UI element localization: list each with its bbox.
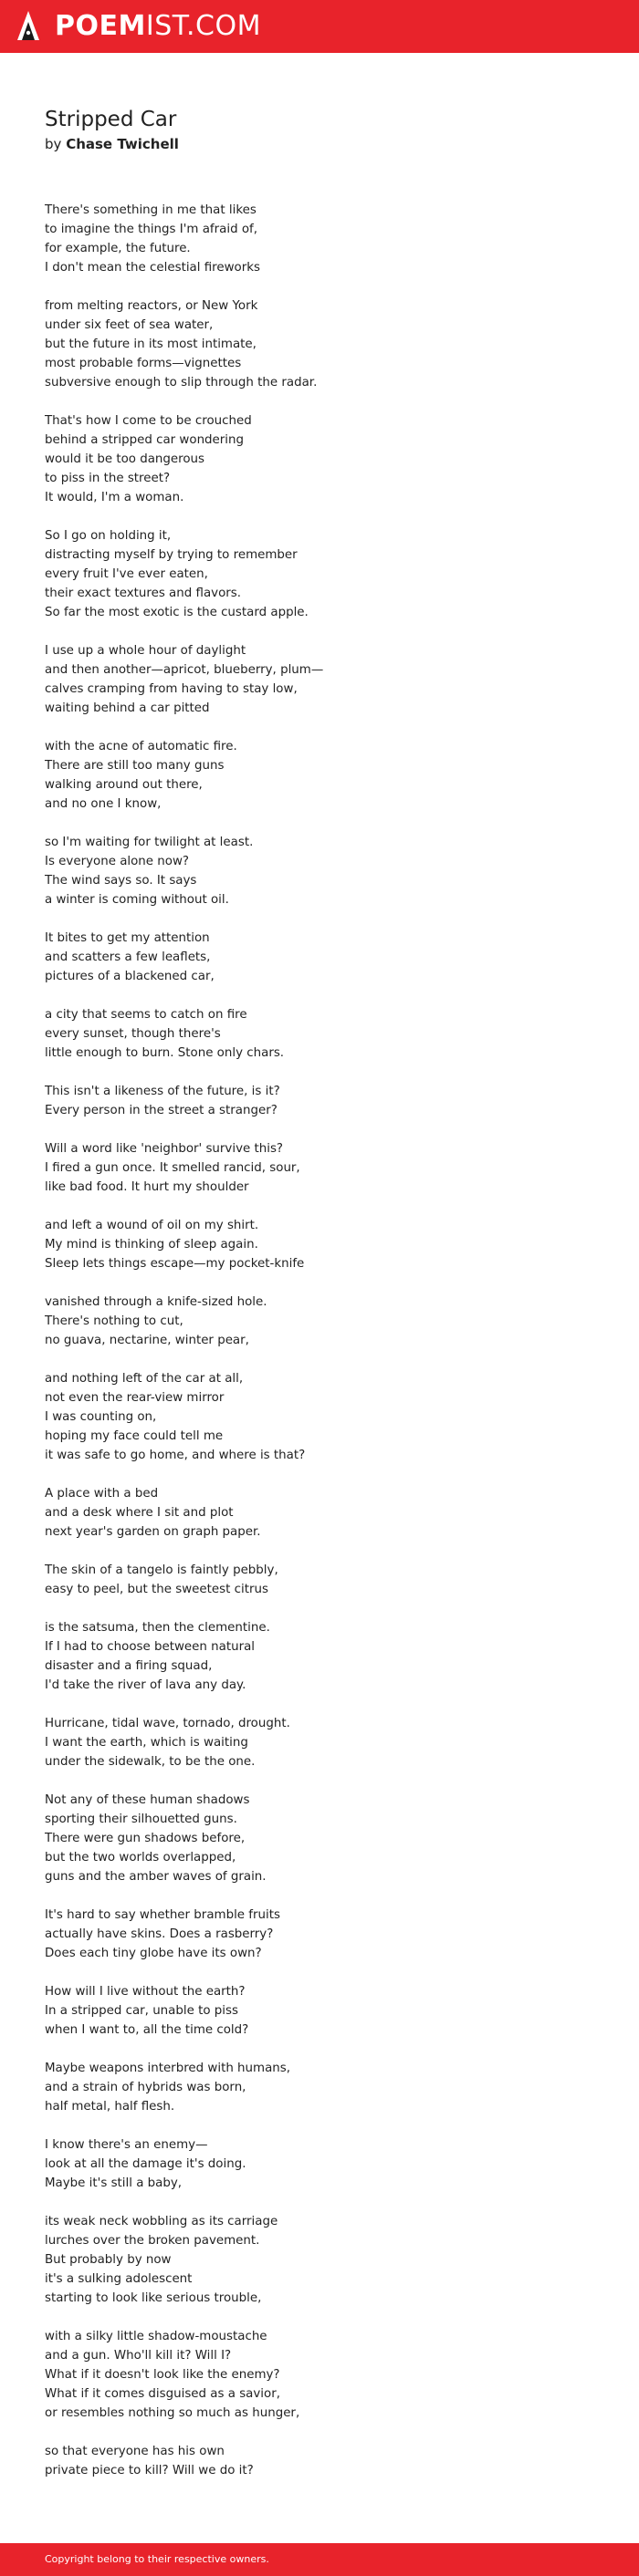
poem-line: so I'm waiting for twilight at least. [45,836,254,849]
poem-line: So I go on holding it, [45,529,172,543]
stanza [45,1982,611,2040]
byline [45,136,179,152]
poem-line: So far the most exotic is the custard apple. [45,606,309,619]
poem-line: There's something in me that likes [45,203,257,217]
poem-line: It would, I'm a woman. [45,491,184,504]
stanza [45,1714,611,1771]
poem-line: It bites to get my attention [45,931,210,945]
poem-line: and left a wound of oil on my shirt. [45,1219,259,1232]
poem-line: guns and the amber waves of grain. [45,1870,267,1884]
poem-line: for example, the future. [45,242,191,255]
stanza [45,1561,611,1599]
pen-nib-logo-icon[interactable] [15,9,42,44]
poem-line: Not any of these human shadows [45,1793,250,1807]
by-label: by [45,136,62,152]
poem-line: so that everyone has his own [45,2445,225,2458]
poem-line: distracting myself by trying to remember [45,548,298,562]
poem-line: next year's garden on graph paper. [45,1525,261,1539]
poem-line: and then another—apricot, blueberry, plum— [45,663,324,677]
poem-line: hoping my face could tell me [45,1429,224,1443]
stanza [45,296,611,392]
stanza [45,1369,611,1465]
poem-line: with a silky little shadow-moustache [45,2330,267,2343]
poem-line: It's hard to say whether bramble fruits [45,1908,280,1922]
stanza [45,1082,611,1120]
poem-line: There are still too many guns [45,759,225,773]
poem-line: under six feet of sea water, [45,318,214,332]
poem-line: when I want to, all the time cold? [45,2023,249,2037]
poem-line: a city that seems to catch on fire [45,1008,247,1022]
poem-line: lurches over the broken pavement. [45,2234,260,2248]
stanza [45,526,611,622]
poem-line: actually have skins. Does a rasberry? [45,1927,274,1941]
poem-line: walking around out there, [45,778,203,792]
poem-line: What if it comes disguised as a savior, [45,2387,280,2401]
poem-body [45,201,611,2499]
stanza [45,1139,611,1197]
poem-line: most probable forms—vignettes [45,357,242,370]
poem-line: The wind says so. It says [45,874,197,888]
poem-line: Does each tiny globe have its own? [45,1947,262,1960]
poem-line: This isn't a likeness of the future, is it? [45,1085,280,1098]
poem-line: half metal, half flesh. [45,2100,175,2114]
stanza [45,929,611,986]
site-header [0,0,639,53]
poem-line: it was safe to go home, and where is that? [45,1449,306,1462]
stanza [45,1216,611,1273]
poem-line: That's how I come to be crouched [45,414,252,428]
poem-line: I fired a gun once. It smelled rancid, sour, [45,1161,300,1175]
poem-line: with the acne of automatic fire. [45,740,237,753]
stanza [45,641,611,718]
poem-line: I use up a whole hour of daylight [45,644,246,658]
poem-line: little enough to burn. Stone only chars. [45,1046,285,1060]
stanza [45,2212,611,2308]
poem-line: but the two worlds overlapped, [45,1851,236,1864]
poem-line: and a desk where I sit and plot [45,1506,234,1520]
poem-line: to piss in the street? [45,472,171,485]
poem-line: not even the rear-view mirror [45,1391,225,1405]
stanza [45,2135,611,2193]
poem-line: and a gun. Who'll kill it? Will I? [45,2349,232,2363]
poem-line: Maybe weapons interbred with humans, [45,2062,291,2075]
poem-line: under the sidewalk, to be the one. [45,1755,256,1769]
logo-light-text: IST.COM [145,10,261,42]
poem-line: calves cramping from having to stay low, [45,682,298,696]
poem-line: sporting their silhouetted guns. [45,1813,237,1826]
stanza [45,1293,611,1350]
stanza [45,1906,611,1963]
poem-line: and no one I know, [45,797,162,811]
stanza [45,411,611,507]
poem-line: Hurricane, tidal wave, tornado, drought. [45,1717,290,1730]
site-logo-link[interactable] [55,12,261,41]
poem-line: There's nothing to cut, [45,1314,183,1328]
poem-line: and a strain of hybrids was born, [45,2081,246,2094]
stanza [45,737,611,814]
poem-line: A place with a bed [45,1487,159,1501]
poem-line: and scatters a few leaflets, [45,950,211,964]
poem-line: is the satsuma, then the clementine. [45,1621,270,1635]
poem-line: vanished through a knife-sized hole. [45,1295,267,1309]
copyright-text: Copyright belong to their respective owners. [45,2553,269,2565]
poem-line: behind a stripped car wondering [45,433,245,447]
poem-line: In a stripped car, unable to piss [45,2004,238,2018]
poem-line: The skin of a tangelo is faintly pebbly, [45,1563,278,1577]
poem-line: pictures of a blackened car, [45,970,215,983]
stanza [45,1484,611,1542]
poem-line: Every person in the street a stranger? [45,1104,278,1117]
stanza [45,2059,611,2116]
poem-line: or resembles nothing so much as hunger, [45,2406,300,2420]
poem-line: look at all the damage it's doing. [45,2157,246,2171]
poem-line: to imagine the things I'm afraid of, [45,223,257,236]
poem-line: I'd take the river of lava any day. [45,1678,246,1692]
poem-line: I know there's an enemy— [45,2138,208,2152]
stanza [45,833,611,909]
poem-line: I was counting on, [45,1410,157,1424]
stanza [45,201,611,277]
poem-line: and nothing left of the car at all, [45,1372,244,1386]
logo-bold-text: POEM [55,10,146,42]
poem-line: no guava, nectarine, winter pear, [45,1334,249,1347]
poem-line: What if it doesn't look like the enemy? [45,2368,280,2382]
poem-line: disaster and a firing squad, [45,1659,213,1673]
poem-line: I don't mean the celestial fireworks [45,261,260,275]
poem-line: Sleep lets things escape—my pocket-knife [45,1257,305,1271]
stanza [45,1791,611,1886]
poem-line: easy to peel, but the sweetest citrus [45,1583,268,1596]
poem-line: like bad food. It hurt my shoulder [45,1180,249,1194]
poem-line: their exact textures and flavors. [45,587,242,600]
poem-line: How will I live without the earth? [45,1985,246,1999]
poem-line: private piece to kill? Will we do it? [45,2464,254,2477]
poem-line: But probably by now [45,2253,172,2267]
poem-line: I want the earth, which is waiting [45,1736,248,1750]
author-link[interactable]: Chase Twichell [66,136,179,152]
stanza [45,1005,611,1063]
poem-line: would it be too dangerous [45,452,205,466]
stanza [45,1618,611,1695]
poem-line: from melting reactors, or New York [45,299,258,313]
poem-line: a winter is coming without oil. [45,893,229,907]
poem-line: subversive enough to slip through the radar. [45,376,318,390]
poem-line: every sunset, though there's [45,1027,221,1041]
poem-line: starting to look like serious trouble, [45,2291,262,2305]
poem-line: If I had to choose between natural [45,1640,256,1654]
poem-line: There were gun shadows before, [45,1832,246,1845]
poem-line: Is everyone alone now? [45,855,190,868]
site-footer [0,2543,639,2576]
poem-line: but the future in its most intimate, [45,338,257,351]
poem-line: every fruit I've ever eaten, [45,567,208,581]
poem-line: it's a sulking adolescent [45,2272,193,2286]
poem-line: its weak neck wobbling as its carriage [45,2215,278,2228]
poem-line: waiting behind a car pitted [45,701,210,715]
stanza [45,2327,611,2423]
poem-line: My mind is thinking of sleep again. [45,1238,258,1252]
poem-line: Will a word like 'neighbor' survive this? [45,1142,284,1156]
stanza [45,2442,611,2480]
poem-line: Maybe it's still a baby, [45,2176,183,2190]
poem-title: Stripped Car [45,108,177,131]
